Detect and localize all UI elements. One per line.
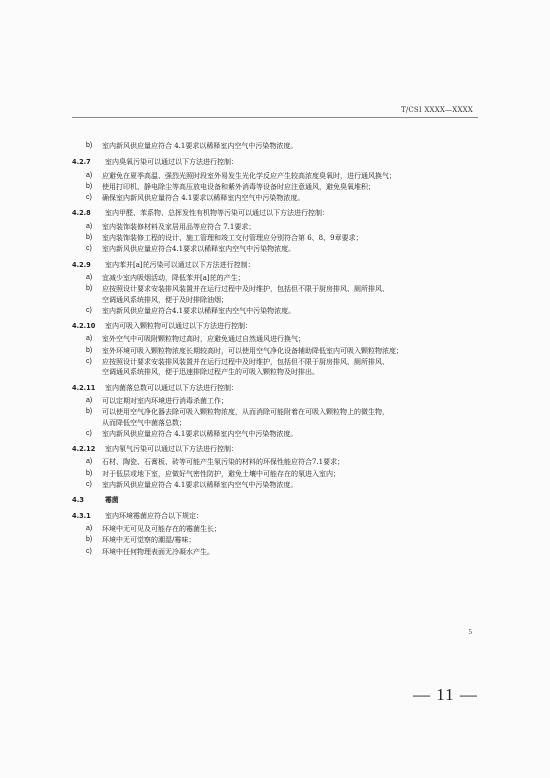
item-text: 使用打印机、静电除尘等高压放电设备和紫外消毒等设备时应注意通风，避免臭氧堆积； [102, 182, 375, 191]
item-mark: a) [86, 222, 93, 230]
item-mark: a) [86, 524, 93, 532]
clause-4-3-1 [72, 511, 480, 557]
item-text-block [102, 407, 480, 428]
item-text-block [102, 233, 480, 243]
list-item [72, 284, 480, 305]
clause-number: 4.2.12 [72, 445, 96, 454]
header-rule [72, 117, 478, 118]
item-text-block [102, 244, 480, 254]
clause-heading [72, 511, 480, 521]
clause-heading [72, 444, 480, 454]
page-number-large: — 11 — [413, 685, 478, 704]
section-number: 4.3 [72, 496, 85, 505]
list-item [72, 244, 480, 254]
item-mark: a) [86, 458, 93, 466]
clause-title: 室内氡气污染可以通过以下方法进行控制： [105, 445, 238, 454]
clause-title: 室内环境霉菌应符合以下规定： [105, 511, 203, 520]
item-text: 室内新风供应量应符合4.1要求以稀释室内空气中污染物浓度。 [102, 245, 296, 254]
item-text: 应按照设计要求安装排风装置并在运行过程中及时维护，包括但不限于厨房排风、厕所排风、 [102, 358, 389, 367]
list-item [72, 233, 480, 243]
item-text-block [102, 480, 480, 490]
clause-number: 4.2.11 [72, 383, 96, 392]
item-mark: b) [86, 469, 93, 477]
clause-title: 室内菌落总数可以通过以下方法进行控制： [105, 383, 238, 392]
clause-title: 室内苯并[a]芘污染可以通过以下方法进行控制： [105, 260, 255, 269]
item-mark: a) [86, 335, 93, 343]
item-mark: b) [86, 234, 93, 242]
clause-title: 室内甲醛、苯系物、总挥发性有机物等污染可以通过以下方法进行控制： [105, 209, 329, 218]
item-mark: c) [86, 245, 92, 253]
clause-heading [72, 260, 480, 270]
item-text-block [102, 346, 480, 356]
list-item [72, 480, 480, 490]
page-header [0, 106, 550, 116]
list-item [72, 273, 480, 283]
list-item [72, 357, 480, 378]
item-text: 环境中无可见及可能存在的霉菌生长； [102, 524, 221, 533]
item-text: 室外空气中可吸附颗粒物过高时，应避免通过自然通风进行换气； [102, 335, 305, 344]
list-item [72, 182, 480, 192]
list-item [72, 396, 480, 406]
item-text-block [102, 429, 480, 439]
item-text: 宜减少室内吸烟活动，降低苯并[a]芘的产生； [102, 273, 245, 282]
item-text-continued: 空调通风系统排风，便于迅速排除过程产生的可吸入颗粒物及时排出。 [102, 368, 319, 377]
item-mark: b) [86, 142, 93, 149]
clause [72, 208, 480, 254]
clause-number: 4.2.9 [72, 260, 91, 269]
clause-number: 4.2.7 [72, 158, 91, 167]
item-text: 室内装饰装修工程的设计、施工管理和竣工交付管理应分别符合第 6、8、9章要求； [102, 234, 363, 243]
list-item [72, 306, 480, 316]
clause [72, 383, 480, 439]
clause-number: 4.2.8 [72, 209, 91, 218]
item-text-block [102, 222, 480, 232]
section-heading [72, 495, 480, 505]
clause [72, 511, 480, 557]
clause-heading [72, 157, 480, 167]
item-text: 室内新风供应量应符合 4.1要求以稀释室内空气中污染物浓度。 [102, 429, 298, 438]
item-mark: c) [86, 481, 92, 489]
item-text-block [102, 457, 480, 467]
item-text: 环境中任何物理表面无冷凝水产生。 [102, 547, 214, 556]
item-text: 室外环境可吸入颗粒物浓度长期较高时，可以使用空气净化设备辅助降低室内可吸入颗粒物浓度； [102, 346, 403, 355]
clause [72, 321, 480, 377]
list-item [72, 469, 480, 479]
item-mark: b) [86, 182, 93, 190]
item-text: 室内装饰装修材料及家居用品等应符合 7.1要求； [102, 222, 256, 231]
item-text-continued: 从而降低空气中菌落总数； [102, 418, 186, 427]
item-text-block [102, 396, 480, 406]
list-item [72, 171, 480, 181]
list-item [72, 457, 480, 467]
item-text: 室内新风供应量应符合 4.1要求以稀释室内空气中污染物浓度。 [102, 481, 298, 490]
list-item [72, 346, 480, 356]
item-text-block [102, 524, 480, 534]
item-mark: b) [86, 346, 93, 354]
item-mark: b) [86, 536, 93, 544]
section-title: 霉菌 [105, 496, 119, 505]
item-mark: a) [86, 396, 93, 404]
item-text-block [102, 535, 480, 545]
clause-number: 4.3.1 [72, 511, 91, 520]
clause [72, 444, 480, 490]
page-number-small: 5 [468, 628, 472, 636]
doc-code: T/CSI XXXX—XXXX [400, 106, 473, 114]
document-body [72, 141, 480, 562]
clause-number: 4.2.10 [72, 322, 96, 331]
list-item [72, 547, 480, 557]
item-mark: b) [86, 408, 93, 416]
item-mark: a) [86, 273, 93, 281]
clause [72, 260, 480, 316]
list-item [72, 429, 480, 439]
item-mark: c) [86, 429, 92, 437]
item-mark: c) [86, 194, 92, 202]
list-item [72, 334, 480, 344]
item-text: 室内新风供应量应符合4.1要求以稀释室内空气中污染物浓度。 [102, 306, 296, 315]
item-text: 应避免在夏季高温、强烈光照时段室外易发生光化学反应产生较高浓度臭氧时，进行通风换气； [102, 171, 396, 180]
item-text-block [102, 357, 480, 378]
list-item [72, 193, 480, 203]
item-mark: c) [86, 306, 92, 314]
item-text-block [102, 469, 480, 479]
clause-title: 室内臭氧污染可以通过以下方法进行控制： [105, 158, 238, 167]
item-text-block [102, 334, 480, 344]
item-text-block [102, 284, 480, 305]
clause-heading [72, 208, 480, 218]
item-mark: a) [86, 171, 93, 179]
item-text: 石材、陶瓷、石膏板、砖等可能产生氡污染的材料的环保性能应符合7.1要求； [102, 458, 345, 467]
item-text-block [102, 171, 480, 181]
clause-heading [72, 383, 480, 393]
item-text-block [102, 547, 480, 557]
list-item [72, 524, 480, 534]
item-text: 可以使用空气净化器去除可吸入颗粒物浓度，从而消除可能附着在可吸入颗粒物上的微生物， [102, 408, 389, 417]
item-text: 应按照设计要求安装排风装置并在运行过程中及时维护，包括但不限于厨房排风、厕所排风、 [102, 285, 389, 294]
item-mark: c) [86, 547, 92, 555]
item-text: 室内新风供应量应符合 4.1要求以稀释室内空气中污染物浓度。 [102, 142, 298, 150]
item-text: 可以定期对室内环境进行消毒杀菌工作； [102, 396, 228, 405]
list-item [72, 407, 480, 428]
item-text: 对于低层或地下室，应做好气密性防护，避免土壤中可能存在的氡进入室内； [102, 469, 340, 478]
clause-heading [72, 321, 480, 331]
list-item [72, 535, 480, 545]
item-text-continued: 空调通风系统排风，便于及时排除油烟； [102, 295, 228, 304]
item-text: 确保室内新风供应量符合 4.1要求以稀释室内空气中污染物浓度。 [102, 194, 305, 203]
item-text-block [102, 193, 480, 203]
item-text-block [102, 306, 480, 316]
item-mark: c) [86, 358, 92, 366]
list-item [72, 222, 480, 232]
item-text-block [102, 182, 480, 192]
clause-title: 室内可吸入颗粒物可以通过以下方法进行控制： [105, 322, 252, 331]
clause-list [72, 157, 480, 490]
clause [72, 157, 480, 203]
item-mark: b) [86, 285, 93, 293]
item-text: 环境中无可觉察的潮湿/霉味； [102, 536, 196, 545]
intro-item [72, 141, 480, 151]
item-text-block [102, 273, 480, 283]
